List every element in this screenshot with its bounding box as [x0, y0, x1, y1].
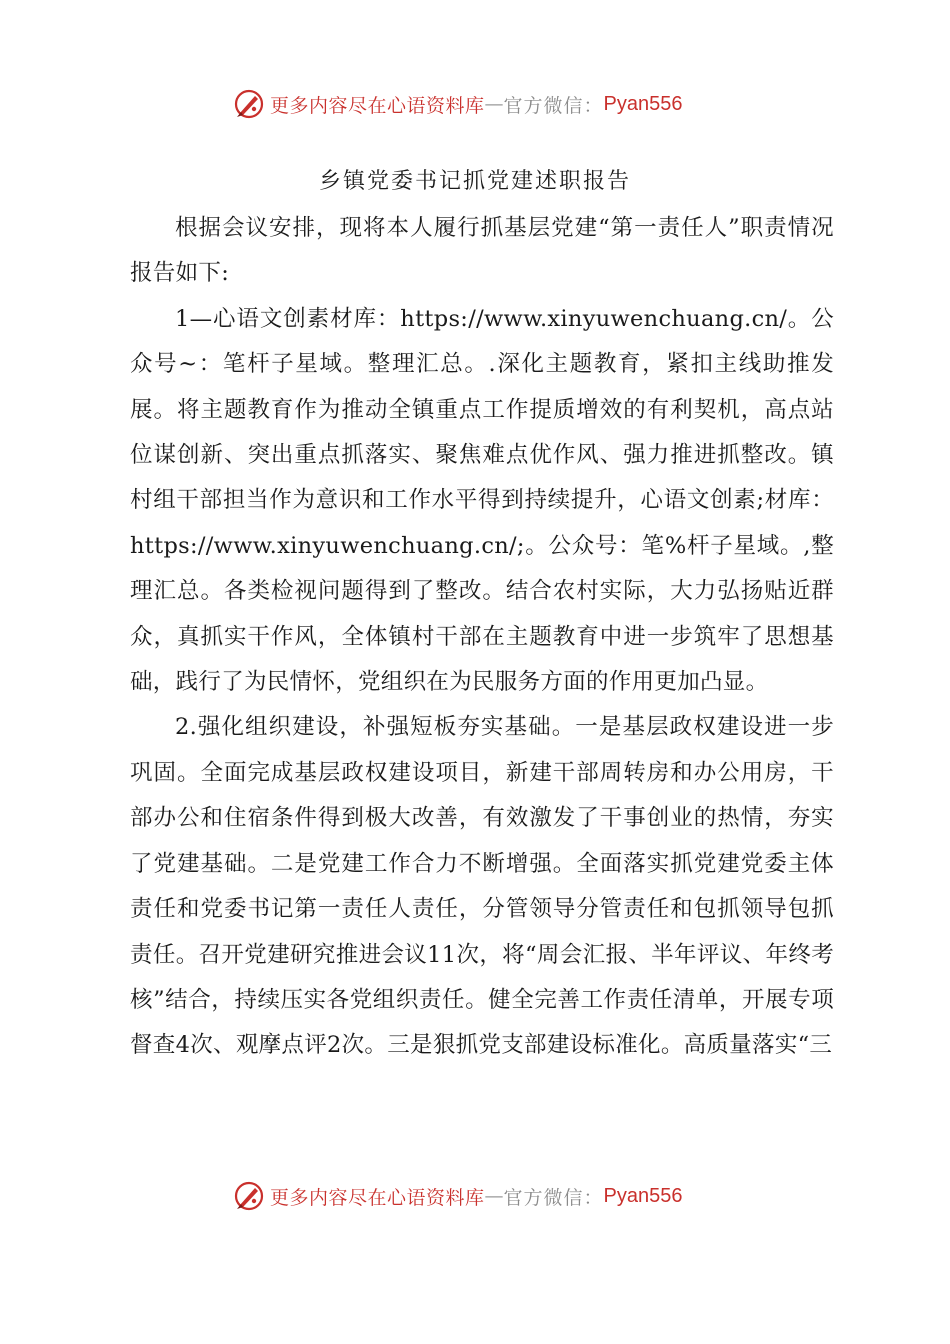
banner-wechat-label: 官方微信： — [503, 94, 604, 117]
document-body — [130, 206, 834, 1069]
banner-label: 更多内容尽在心语资料库 — [270, 94, 485, 117]
banner-wechat-id: Pyan556 — [603, 1184, 683, 1207]
header-watermark-banner — [232, 84, 683, 124]
footer-watermark-banner — [232, 1176, 683, 1216]
banner-separator: — — [484, 1185, 504, 1207]
banner-label: 更多内容尽在心语资料库 — [270, 1186, 485, 1209]
banner-wechat-label: 官方微信： — [503, 1186, 604, 1209]
banner-wechat-id: Pyan556 — [603, 92, 683, 115]
paragraph-2: 2.强化组织建设，补强短板夯实基础。一是基层政权建设进一步巩固。全面完成基层政权建设项目，新建干部周转房和办公用房，干部办公和住宿条件得到极大改善，有效激发了干事创业的热情，夯实了党建基础。二是党建工作合力不断增强。全面落实抓党建党委主体责任和党委书记第一责任人责任，分管领导分管责任和包抓领导包抓责任。召开党建研究推进会议11次，将“周会汇报、半年评议、年终考核”结合，持续压实各党组织责任。健全完善工作责任清单，开展专项督查4次、观摩点评2次。三是狠抓党支部建设标准化。高质量落实“三 — [130, 714, 834, 1059]
paragraph-intro: 根据会议安排，现将本人履行抓基层党建“第一责任人”职责情况报告如下: — [130, 215, 834, 287]
paragraph-1: 1—心语文创素材库：https://www.xinyuwenchuang.cn/。公众号~：笔杆子星域。整理汇总。.深化主题教育，紧扣主线助推发展。将主题教育作为推动全镇重点工作提质增效的有利契机，高点站位谋创新、突出重点抓落实、聚焦难点优作风、强力推进抓整改。镇村组干部担当作为意识和工作水平得到持续提升，心语文创素;材库：https://www.xinyuwenchuang.cn/;。公众号：笔%杆子星域。,整理汇总。各类检视问题得到了整改。结合农村实际，大力弘扬贴近群众，真抓实干作风，全体镇村干部在主题教育中进一步筑牢了思想基础，践行了为民情怀，党组织在为民服务方面的作用更加凸显。 — [130, 305, 834, 696]
document-title: 乡镇党委书记抓党建述职报告 — [318, 169, 631, 194]
banner-separator: — — [484, 93, 504, 115]
brand-logo-icon — [232, 87, 266, 121]
brand-logo-icon — [232, 1179, 266, 1213]
